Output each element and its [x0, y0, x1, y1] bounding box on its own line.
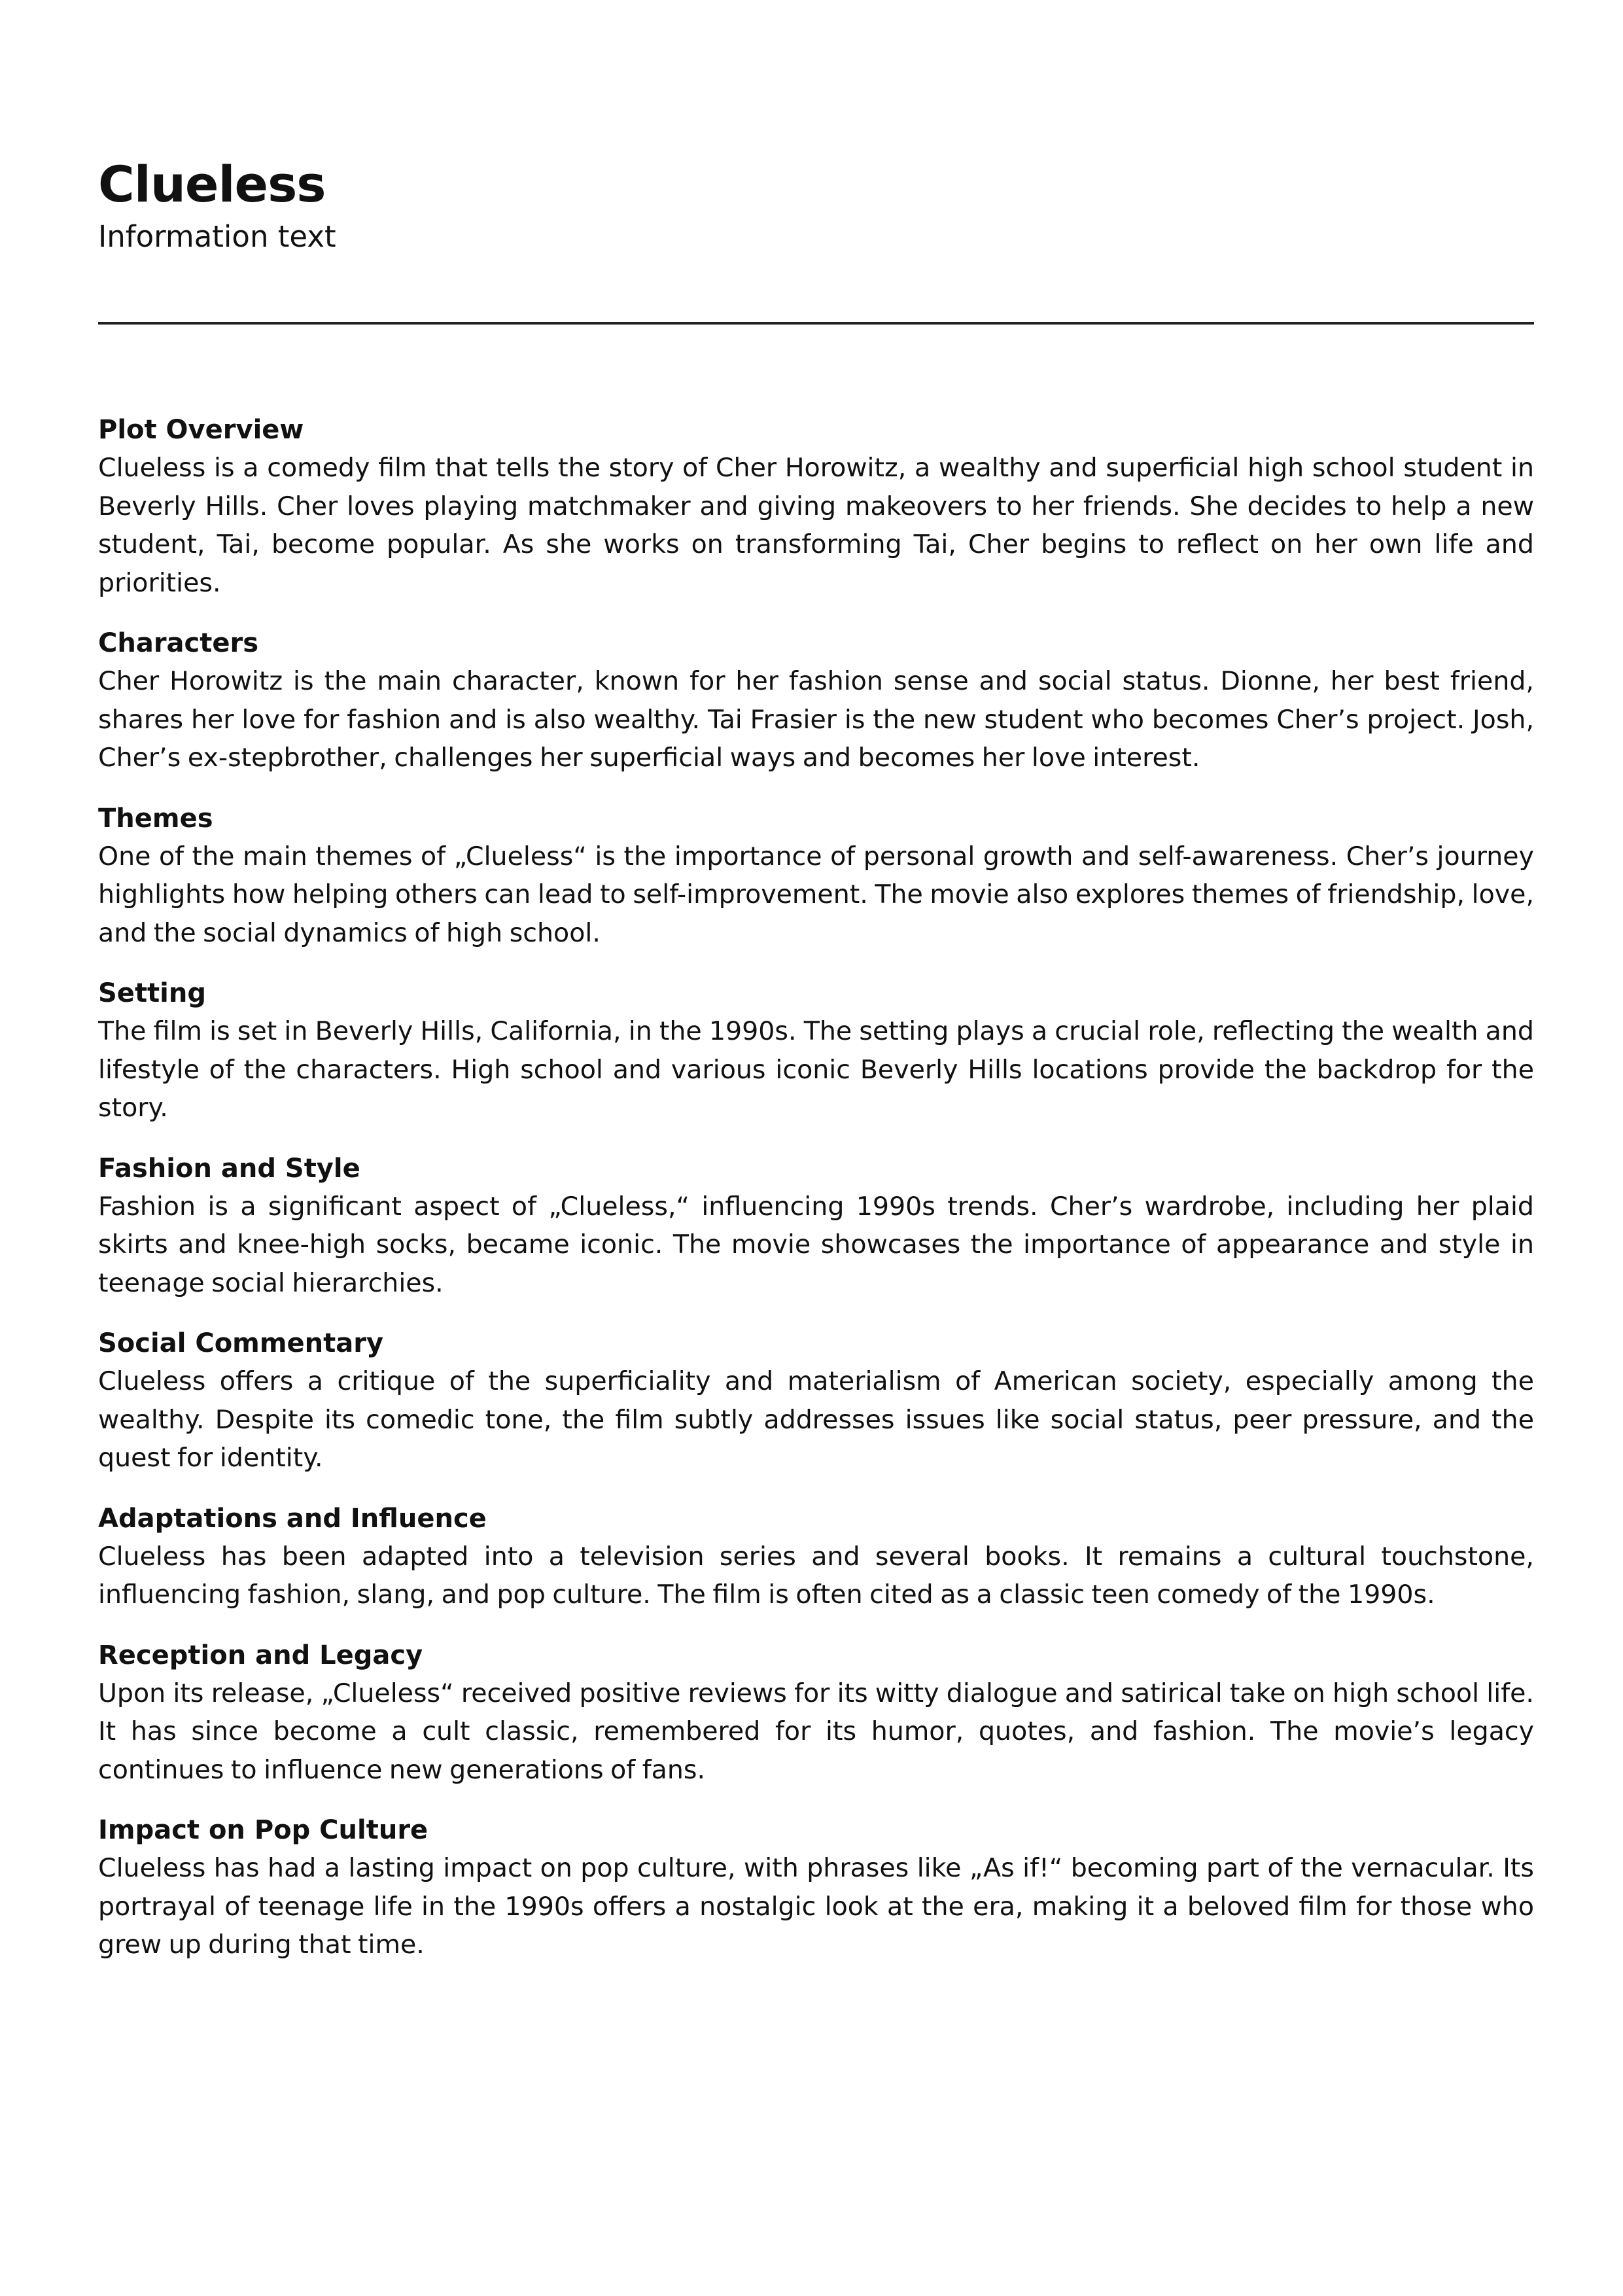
sections-container	[98, 411, 1534, 1964]
section-heading: Adaptations and Influence	[98, 1503, 487, 1534]
section-heading: Reception and Legacy	[98, 1640, 423, 1670]
section-heading: Impact on Pop Culture	[98, 1815, 428, 1845]
section-heading: Characters	[98, 628, 259, 658]
section-heading: Themes	[98, 803, 213, 834]
section-body: Upon its release, „Clueless“ received positive reviews for its witty dialogue and satirical take on high school life. It has since become a cult classic, remembered for its humor, quotes, and fashion. The movie’s legacy continues to influence new generations of fans.	[98, 1678, 1534, 1785]
section-body: Clueless offers a critique of the superficiality and materialism of American society, especially among the wealthy. Despite its comedic tone, the film subtly addresses issues like social status, peer pressure, and the quest for identity.	[98, 1366, 1534, 1473]
document-subtitle: Information text	[98, 219, 336, 254]
section-themes	[98, 800, 1534, 953]
section-body: One of the main themes of „Clueless“ is the importance of personal growth and self-awareness. Cher’s journey highlights how helping others can lead to self-improvement. The movie also explores themes of friendship, love, and the social dynamics of high school.	[98, 841, 1534, 948]
section-heading: Social Commentary	[98, 1328, 384, 1358]
section-heading: Plot Overview	[98, 415, 304, 445]
document-title: Clueless	[98, 155, 326, 213]
section-characters	[98, 624, 1534, 777]
section-reception-and-legacy	[98, 1636, 1534, 1790]
section-heading: Setting	[98, 978, 206, 1008]
section-impact-on-pop-culture	[98, 1811, 1534, 1964]
section-body: Cher Horowitz is the main character, known for her fashion sense and social status. Dionne, her best friend, shares her love for fashion and is also wealthy. Tai Frasier is the new student who becomes Cher’s project. Josh, Cher’s ex-stepbrother, challenges her superficial ways and becomes her love interest.	[98, 666, 1534, 773]
section-body: Clueless has had a lasting impact on pop culture, with phrases like „As if!“ becoming part of the vernacular. Its portrayal of teenage life in the 1990s offers a nostalgic look at the era, making it a beloved film for those who grew up during that time.	[98, 1853, 1534, 1960]
section-body: The film is set in Beverly Hills, California, in the 1990s. The setting plays a crucial role, reflecting the wealth and lifestyle of the characters. High school and various iconic Beverly Hills locations provide the backdrop for the story.	[98, 1016, 1534, 1123]
section-body: Fashion is a significant aspect of „Clueless,“ influencing 1990s trends. Cher’s wardrobe, including her plaid skirts and knee-high socks, became iconic. The movie showcases the importance of appearance and style in teenage social hierarchies.	[98, 1191, 1534, 1298]
section-setting	[98, 974, 1534, 1127]
section-body: Clueless has been adapted into a television series and several books. It remains a cultural touchstone, influencing fashion, slang, and pop culture. The film is often cited as a classic teen comedy of the 1990s.	[98, 1541, 1534, 1610]
section-adaptations-and-influence	[98, 1500, 1534, 1614]
section-body: Clueless is a comedy film that tells the story of Cher Horowitz, a wealthy and superficial high school student in Beverly Hills. Cher loves playing matchmaker and giving makeovers to her friends. She decides to help a new student, Tai, become popular. As she works on transforming Tai, Cher begins to reflect on her own life and priorities.	[98, 453, 1534, 598]
title-divider	[98, 322, 1534, 325]
document-page	[98, 0, 1534, 1987]
section-fashion-and-style	[98, 1150, 1534, 1303]
section-social-commentary	[98, 1324, 1534, 1477]
section-plot-overview	[98, 411, 1534, 602]
section-heading: Fashion and Style	[98, 1153, 360, 1184]
